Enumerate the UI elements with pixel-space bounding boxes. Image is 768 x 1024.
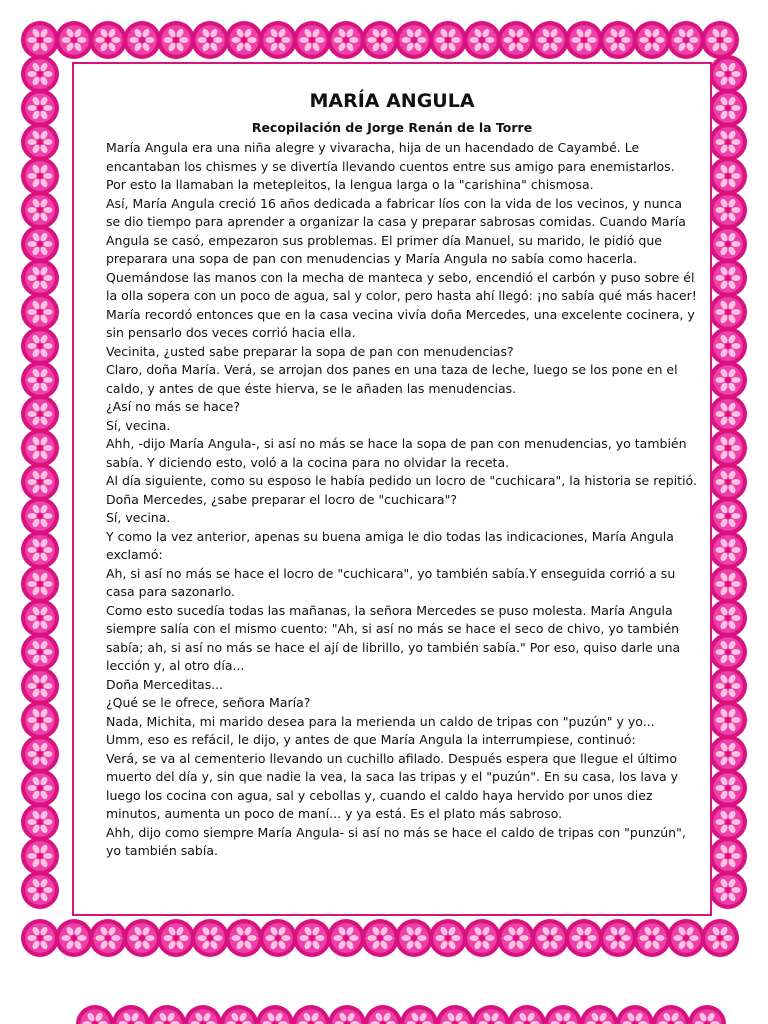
border-medallion <box>531 919 569 957</box>
border-medallion <box>497 21 535 59</box>
border-medallion <box>157 21 195 59</box>
paragraph: Ahh, -dijo María Angula-, si así no más se hace la sopa de pan con menudencias, yo también sabía. Y diciendo esto, voló a la cocina para no olvidar la receta. <box>106 436 687 470</box>
border-medallion <box>21 769 59 807</box>
border-medallion <box>328 1005 366 1024</box>
border-medallion <box>76 1005 114 1024</box>
border-medallion <box>21 701 59 739</box>
paragraph: Doña Merceditas... <box>106 676 224 692</box>
paragraph: Claro, doña María. Verá, se arrojan dos panes en una taza de leche, luego se los pone en el caldo, y antes de que éste hierva, se le añaden las menudencias. <box>106 362 678 396</box>
story-body <box>106 139 698 861</box>
document-title: MARÍA ANGULA <box>309 90 475 112</box>
paragraph: Sí, vecina. <box>106 417 171 433</box>
border-medallion <box>21 667 59 705</box>
border-medallion <box>293 21 331 59</box>
border-medallion <box>709 463 747 501</box>
border-medallion <box>508 1005 546 1024</box>
border-medallion <box>220 1005 258 1024</box>
border-medallion <box>21 191 59 229</box>
border-medallion <box>709 123 747 161</box>
border-medallion <box>709 395 747 433</box>
border-medallion <box>21 89 59 127</box>
paragraph: Sí, vecina. <box>106 510 171 525</box>
border-medallion <box>157 919 195 957</box>
border-medallion <box>21 633 59 671</box>
border-medallion <box>709 837 747 875</box>
border-medallion <box>667 919 705 957</box>
border-medallion <box>21 157 59 195</box>
border-medallion <box>21 837 59 875</box>
border-medallion <box>259 919 297 957</box>
paragraph: Umm, eso es refácil, le dijo, y antes de que María Angula la interrumpiese, continuó: <box>106 732 636 747</box>
border-medallion <box>21 395 59 433</box>
border-medallion <box>436 1005 474 1024</box>
paragraph: ¿Qué se le ofrece, señora María? <box>106 695 311 710</box>
border-medallion <box>472 1005 510 1024</box>
border-medallion <box>633 919 671 957</box>
border-medallion <box>463 21 501 59</box>
paragraph: Vecinita, ¿usted sabe preparar la sopa de pan con menudencias? <box>106 343 514 359</box>
border-medallion <box>191 21 229 59</box>
border-medallion <box>616 1005 654 1024</box>
border-medallion <box>395 919 433 957</box>
document-subtitle: Recopilación de Jorge Renán de la Torre <box>251 120 533 135</box>
border-medallion <box>709 633 747 671</box>
border-medallion <box>292 1005 330 1024</box>
border-medallion <box>429 919 467 957</box>
border-medallion <box>709 599 747 637</box>
border-medallion <box>395 21 433 59</box>
border-medallion <box>184 1005 222 1024</box>
border-medallion <box>709 259 747 297</box>
border-medallion <box>225 919 263 957</box>
paragraph: Y como la vez anterior, apenas su buena amiga le dio todas las indicaciones, María Angula exclamó: <box>106 528 674 562</box>
border-medallion <box>21 123 59 161</box>
border-medallion <box>55 21 93 59</box>
border-medallion <box>709 531 747 569</box>
border-medallion <box>565 919 603 957</box>
border-medallion <box>123 21 161 59</box>
border-medallion <box>21 803 59 841</box>
border-medallion <box>112 1005 150 1024</box>
border-medallion <box>709 293 747 331</box>
paragraph: Al día siguiente, como su esposo le había pedido un locro de "cuchicara", la historia se repitió. <box>106 473 697 488</box>
border-medallion <box>709 327 747 365</box>
paragraph: ¿Así no más se hace? <box>106 399 240 414</box>
border-medallion <box>709 769 747 807</box>
border-medallion <box>89 21 127 59</box>
border-medallion <box>709 871 747 909</box>
border-medallion <box>89 919 127 957</box>
border-medallion <box>701 919 739 957</box>
border-medallion <box>225 21 263 59</box>
border-medallion <box>259 21 297 59</box>
border-medallion <box>293 919 331 957</box>
border-medallion <box>688 1005 726 1024</box>
border-medallion <box>599 919 637 957</box>
border-medallion <box>709 497 747 535</box>
border-medallion <box>497 919 535 957</box>
border-medallion <box>709 89 747 127</box>
border-medallion <box>21 293 59 331</box>
border-medallion <box>21 919 59 957</box>
border-medallion <box>565 21 603 59</box>
border-medallion <box>709 225 747 263</box>
border-medallion <box>709 361 747 399</box>
border-medallion <box>400 1005 438 1024</box>
border-medallion <box>21 565 59 603</box>
border-medallion <box>599 21 637 59</box>
border-medallion <box>21 735 59 773</box>
border-medallion <box>21 225 59 263</box>
border-medallion <box>531 21 569 59</box>
border-medallion <box>191 919 229 957</box>
border-medallion <box>709 803 747 841</box>
paragraph: Nada, Michita, mi marido desea para la merienda un caldo de tripas con "puzún" y yo... <box>106 713 655 729</box>
paragraph: Ahh, dijo como siempre María Angula- si así no más se hace el caldo de tripas con "punzún", yo también sabía. <box>106 824 686 858</box>
paragraph: Así, María Angula creció 16 años dedicada a fabricar líos con la vida de los vecinos, y nunca se dio tiempo para aprender a organizar la casa y preparar sabrosas comidas. Cuando María Angula se casó, empezaron sus problemas. El primer día Manuel, su marido, le pidió que preparara una sopa de pan con menudencias y María Angula no sabía como hacerla. Quemándose las manos con la mecha de manteca y sebo, encendió el carbón y puso sobre él la olla sopera con un poco de agua, sal y color, pero hasta ahí llegó: ¡no sabía qué más hacer! <box>106 195 697 303</box>
border-medallion <box>709 701 747 739</box>
border-medallion <box>709 191 747 229</box>
border-medallion <box>429 21 467 59</box>
paragraph: María recordó entonces que en la casa vecina vivía doña Mercedes, una excelente cocinera, y sin pensarlo dos veces corrió hacia ella. <box>106 306 695 340</box>
border-medallion <box>361 919 399 957</box>
border-medallion <box>327 21 365 59</box>
border-medallion <box>148 1005 186 1024</box>
border-medallion <box>21 259 59 297</box>
border-medallion <box>709 565 747 603</box>
paragraph: Como esto sucedía todas las mañanas, la señora Mercedes se puso molesta. María Angula siempre salía con el mismo cuento: "Ah, si así no más se hace el seco de chivo, yo también sabía; ah, si así no más se hace el ají de librillo, yo también sabía." Por eso, quiso darle una lección y, al otro día... <box>106 602 681 673</box>
border-medallion <box>21 429 59 467</box>
border-medallion <box>21 55 59 93</box>
border-medallion <box>21 327 59 365</box>
border-medallion <box>256 1005 294 1024</box>
border-medallion <box>21 361 59 399</box>
paragraph: Doña Mercedes, ¿sabe preparar el locro de "cuchicara"? <box>106 491 457 507</box>
border-medallion <box>327 919 365 957</box>
border-medallion <box>709 157 747 195</box>
border-medallion <box>544 1005 582 1024</box>
border-medallion <box>21 497 59 535</box>
border-medallion <box>709 735 747 773</box>
paragraph: Ah, si así no más se hace el locro de "cuchicara", yo también sabía.Y enseguida corrió a su casa para sazonarlo. <box>106 565 676 599</box>
border-medallion <box>361 21 399 59</box>
border-medallion <box>709 429 747 467</box>
border-medallion <box>123 919 161 957</box>
border-medallion <box>667 21 705 59</box>
border-medallion <box>364 1005 402 1024</box>
border-medallion <box>21 21 59 59</box>
border-medallion <box>580 1005 618 1024</box>
border-medallion <box>21 871 59 909</box>
paragraph: Verá, se va al cementerio llevando un cuchillo afilado. Después espera que llegue el último muerto del día y, sin que nadie la vea, la saca las tripas y el "puzún". En su casa, los lava y luego los cocina con agua, sal y cebollas y, cuando el caldo haya hervido por unos diez minutos, aumenta un poco de maní... y ya está. Es el plato más sabroso. <box>106 750 678 821</box>
border-medallion <box>633 21 671 59</box>
border-medallion <box>21 463 59 501</box>
border-medallion <box>652 1005 690 1024</box>
border-medallion <box>55 919 93 957</box>
border-medallion <box>709 667 747 705</box>
border-medallion <box>21 599 59 637</box>
paragraph: María Angula era una niña alegre y vivaracha, hija de un hacendado de Cayambé. Le encantaban los chismes y se divertía llevando cuentos entre sus amigo para enemistarlos. Por esto la llamaban la metepleitos, la lengua larga o la "carishina" chismosa. <box>106 140 675 192</box>
border-medallion <box>701 21 739 59</box>
border-medallion <box>21 531 59 569</box>
border-medallion <box>463 919 501 957</box>
border-medallion <box>709 55 747 93</box>
